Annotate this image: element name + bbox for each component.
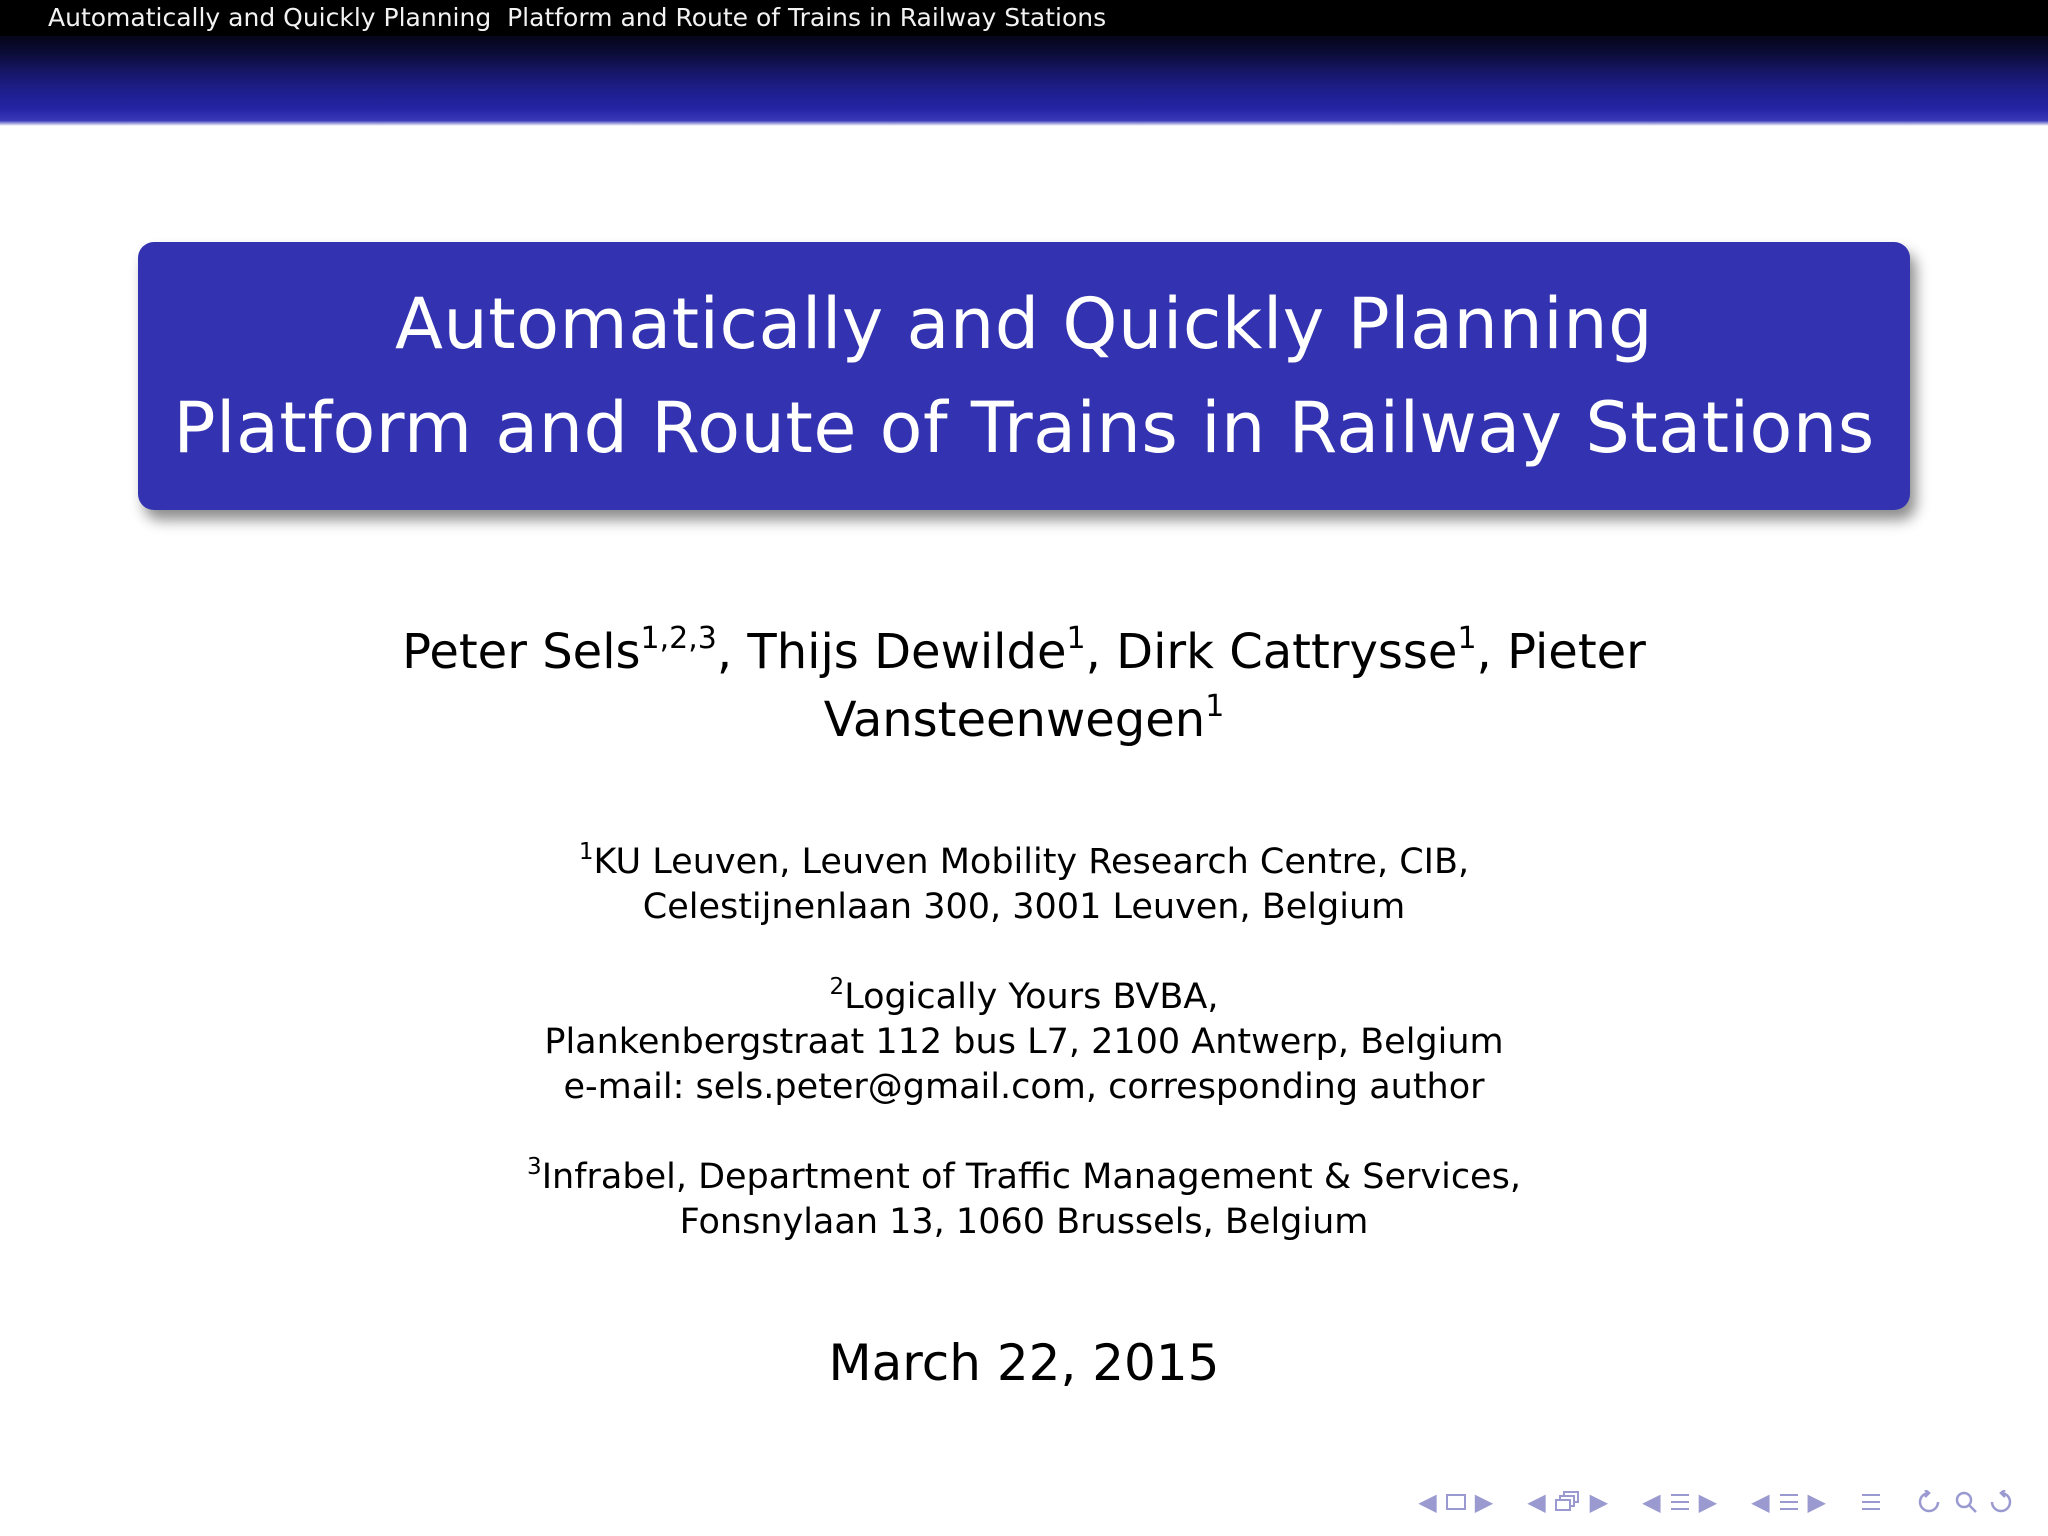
nav-subsection-group: [1523, 1488, 1612, 1516]
affiliation-2: [0, 975, 2048, 1110]
affiliation-line: [0, 975, 2048, 1020]
arrow-right-icon[interactable]: ▶: [1589, 1488, 1609, 1516]
author-4: [823, 689, 1225, 748]
presentation-date: March 22, 2015: [828, 1334, 1220, 1392]
subsection-icon[interactable]: [1554, 1490, 1582, 1514]
affiliation-line: [0, 840, 2048, 885]
nav-part-group: [1747, 1488, 1830, 1516]
affiliation-email-line: e-mail: sels.peter@gmail.com, corresponding author: [563, 1067, 1485, 1107]
arrow-left-icon[interactable]: ◀: [1527, 1488, 1546, 1516]
author-affil-sup: 1: [1457, 621, 1477, 656]
arrow-left-icon[interactable]: ◀: [1642, 1488, 1661, 1516]
author-name: Vansteenwegen: [823, 692, 1206, 748]
align-icon[interactable]: [1860, 1491, 1882, 1513]
affiliations: [0, 840, 2048, 1290]
author-name: Peter Sels: [402, 624, 641, 680]
affiliation-text: Infrabel, Department of Traffic Management & Services,: [541, 1157, 1521, 1197]
authors: [0, 618, 2048, 754]
nav-frame-group: [1414, 1488, 1497, 1516]
author-4-first-name: Pieter: [1507, 624, 1646, 680]
frame-icon[interactable]: [1445, 1492, 1467, 1512]
title-line-1: Automatically and Quickly Planning: [395, 283, 1653, 365]
section-icon[interactable]: [1778, 1491, 1800, 1513]
affiliation-line: Fonsnylaan 13, 1060 Brussels, Belgium: [679, 1202, 1369, 1242]
search-back-icon[interactable]: [1916, 1490, 1946, 1514]
author-name: Thijs Dewilde: [747, 624, 1067, 680]
title-box: [138, 242, 1910, 510]
affiliation-sup: 2: [829, 974, 845, 1000]
beamer-navigation: [1414, 1486, 2018, 1518]
author-2: [747, 621, 1086, 680]
author-3: [1116, 621, 1477, 680]
nav-search-group: [1912, 1490, 2018, 1514]
header-short-title[interactable]: Automatically and Quickly Planning Platform and Route of Trains in Railway Stations: [48, 3, 1107, 32]
header-gradient: [0, 36, 2048, 126]
affiliation-text: KU Leuven, Leuven Mobility Research Centre, CIB,: [593, 842, 1470, 882]
affiliation-line: [0, 1155, 2048, 1200]
author-affil-sup: 1: [1205, 689, 1225, 724]
nav-align-group: [1856, 1491, 1886, 1513]
arrow-right-icon[interactable]: ▶: [1474, 1488, 1494, 1516]
affiliation-1: [0, 840, 2048, 930]
section-icon[interactable]: [1669, 1491, 1691, 1513]
author-1: [402, 621, 717, 680]
affiliation-line: Plankenbergstraat 112 bus L7, 2100 Antwerp, Belgium: [544, 1022, 1504, 1062]
authors-line-1: Peter Sels$^{1,2,3}$, Thijs Dewilde$^1$, Dirk Cattrysse$^1$, Pieter: [402, 621, 1646, 680]
affiliation-3: [0, 1155, 2048, 1245]
search-icon[interactable]: [1954, 1490, 1980, 1514]
author-affil-sup: 1,2,3: [640, 621, 717, 656]
author-affil-sup: 1: [1066, 621, 1086, 656]
arrow-right-icon[interactable]: ▶: [1807, 1488, 1826, 1516]
affiliation-sup: 1: [578, 839, 594, 865]
affiliation-text: Logically Yours BVBA,: [844, 977, 1219, 1017]
title-line-2: Platform and Route of Trains in Railway Stations: [173, 387, 1875, 469]
header-bar: [0, 0, 2048, 36]
arrow-right-icon[interactable]: ▶: [1698, 1488, 1718, 1516]
affiliation-line: Celestijnenlaan 300, 3001 Leuven, Belgium: [642, 887, 1406, 927]
affiliation-sup: 3: [527, 1154, 542, 1180]
author-name: Dirk Cattrysse: [1116, 624, 1458, 680]
authors-line-2: [0, 686, 2048, 754]
nav-section-group: [1638, 1488, 1721, 1516]
search-forward-icon[interactable]: [1988, 1490, 2014, 1514]
arrow-left-icon[interactable]: ◀: [1418, 1488, 1437, 1516]
arrow-left-icon[interactable]: ◀: [1751, 1488, 1770, 1516]
